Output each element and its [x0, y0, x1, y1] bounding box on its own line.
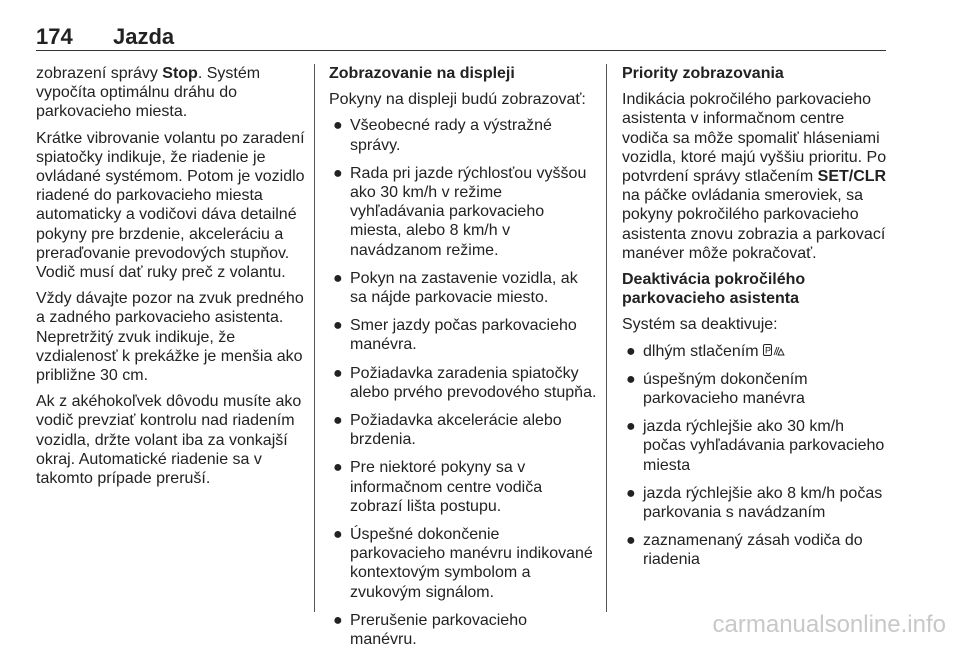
bullet-icon: ●	[626, 532, 636, 550]
list-item-text: Pre niektoré pokyny sa v informačnom centre vodiča zobrazí lišta postupu.	[350, 459, 543, 515]
list-item-text: úspešným dokončením parkovacieho manévra	[643, 370, 808, 408]
watermark: carmanualsonline.info	[712, 611, 946, 638]
list-item-text: Požiadavka zaradenia spiatočky alebo prvého prevodového stupňa.	[350, 364, 597, 401]
bullet-icon: ●	[333, 317, 343, 335]
bullet-icon: ●	[333, 164, 343, 182]
text: . Systém vypočíta optimálnu dráhu do parkovacieho miesta.	[36, 65, 261, 121]
list-item-text: Požiadavka akcelerácie alebo brzdenia.	[350, 412, 562, 449]
paragraph: Vždy dávajte pozor na zvuk predného a zadného parkovacieho asistenta. Nepretržitý zvuk indikuje, že vzdialenosť k prekážke je menšia ako približne 30 cm.	[36, 290, 304, 385]
list-item	[329, 364, 597, 402]
display-intro: Pokyny na displeji budú zobrazovať:	[329, 91, 586, 109]
list-item-text: Rada pri jazde rýchlosťou vyššou ako 30 km/h v režime vyhľadávania parkovacieho miesta, alebo 8 km/h v navádzanom režime.	[350, 164, 587, 259]
text: Indikácia pokročilého parkovacieho asistenta v informačnom centre vodiča sa môže spomaliť hláseniami vozidla, ktoré majú vyššiu prioritu. Po potvrdení správy stlačením	[622, 91, 887, 186]
column-divider	[606, 64, 607, 612]
bullet-icon: ●	[626, 484, 636, 502]
bullet-icon: ●	[333, 611, 343, 629]
list-item-text: zaznamenaný zásah vodiča do riadenia	[643, 532, 863, 569]
text: zobrazení správy	[36, 65, 163, 82]
list-item	[329, 611, 597, 649]
paragraph	[622, 90, 890, 263]
text: na páčke ovládania smeroviek, sa pokyny pokročilého parkovacieho asistenta znovu zobrazia a parkovací manéver môže pokračovať.	[622, 187, 886, 262]
list-item-text: jazda rýchlejšie ako 8 km/h počas parkovania s navádzaním	[643, 484, 883, 522]
paragraph: Ak z akéhokoľvek dôvodu musíte ako vodič prevziať kontrolu nad riadením vozidla, držte volant iba za vonkajší okraj. Automatické riadenie sa v takomto prípade preruší.	[36, 393, 302, 488]
bullet-icon: ●	[626, 418, 636, 436]
section-title: Jazda	[113, 24, 175, 49]
column-3	[622, 64, 890, 579]
set-clr-label: SET/CLR	[817, 168, 887, 186]
column-1	[36, 64, 306, 495]
bullet-icon: ●	[626, 370, 636, 388]
page-number: 174	[36, 24, 73, 49]
bullet-icon: ●	[333, 364, 343, 382]
deactivation-intro: Systém sa deaktivuje:	[622, 316, 778, 334]
list-item-text: Prerušenie parkovacieho manévru.	[350, 611, 527, 649]
list-item-text: jazda rýchlejšie ako 30 km/h počas vyhľadávania parkovacieho miesta	[643, 418, 885, 474]
list-item	[622, 531, 890, 569]
bullet-icon: ●	[333, 526, 343, 544]
page-header	[36, 22, 886, 51]
list-item-text: dlhým stlačením	[643, 342, 759, 360]
bullet-icon: ●	[333, 117, 343, 135]
bullet-icon: ●	[333, 459, 343, 477]
stop-label: Stop	[162, 65, 198, 82]
list-item	[329, 411, 597, 449]
list-item	[329, 316, 597, 354]
priority-heading: Priority zobrazovania	[622, 65, 784, 82]
list-item-text: Smer jazdy počas parkovacieho manévra.	[350, 317, 577, 354]
list-item-text: Úspešné dokončenie parkovacieho manévru indikované kontextovým symbolom a zvukovým signálom.	[350, 526, 593, 601]
paragraph: Krátke vibrovanie volantu po zaradení spiatočky indikuje, že riadenie je ovládané systémom. Potom je vozidlo riadené do parkovacieho miesta automaticky a vodičovi dáva detailné pokyny pre brzdenie, akceleráciu a preraďovanie prevodových stupňov. Vodič musí dať ruky preč z volantu.	[36, 129, 305, 282]
deactivation-heading: Deaktivácia pokročilého parkovacieho asistenta	[622, 271, 806, 308]
list-item	[329, 525, 597, 602]
deactivation-list	[622, 342, 890, 570]
list-item	[622, 417, 890, 475]
parking-assist-icon	[763, 344, 785, 359]
list-item	[622, 484, 890, 522]
list-item	[622, 370, 890, 408]
list-item	[329, 116, 597, 154]
display-list	[329, 116, 597, 649]
bullet-icon: ●	[333, 269, 343, 287]
list-item-text: Všeobecné rady a výstražné správy.	[350, 117, 552, 154]
svg-text:P: P	[765, 345, 771, 356]
column-2	[329, 64, 597, 658]
list-item	[329, 164, 597, 260]
list-item	[622, 342, 890, 361]
paragraph	[36, 64, 306, 122]
list-item	[329, 269, 597, 307]
display-heading: Zobrazovanie na displeji	[329, 65, 515, 82]
column-divider	[314, 64, 315, 612]
list-item-text: Pokyn na zastavenie vozidla, ak sa nájde parkovacie miesto.	[350, 269, 578, 307]
bullet-icon: ●	[626, 342, 636, 360]
bullet-icon: ●	[333, 412, 343, 430]
list-item	[329, 458, 597, 516]
